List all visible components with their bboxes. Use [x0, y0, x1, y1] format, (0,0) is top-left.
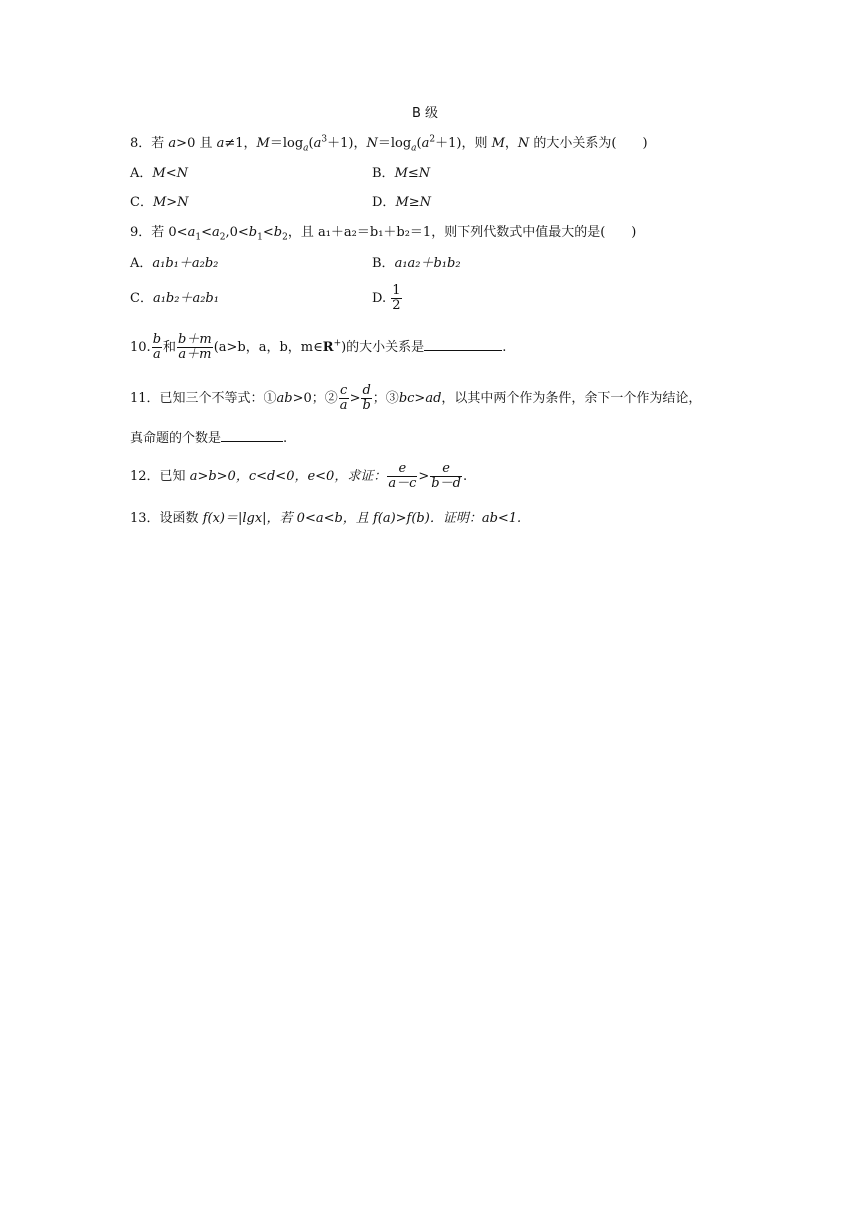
question-10: 10. $\frac{b}{a}$ 和 $\frac{b+m}{a+m}$ (a>b，a，b，m∈R+)的大小关系是 . [130, 332, 507, 362]
q9-option-d[interactable]: D. $\frac{1}{2}$ [372, 283, 401, 313]
fraction: $\frac{e}{b-d}$ [431, 461, 461, 491]
question-9: 9．若 $0<a_1<a_2,0<b_1<b_2$，且 a₁＋a₂＝b₁＋b₂＝1，则下列代数式中值最大的是( ) [130, 225, 637, 243]
answer-blank[interactable] [221, 430, 283, 442]
q8-option-d[interactable]: D．M≥N [372, 195, 432, 210]
fraction: $\frac{1}{2}$ [392, 283, 401, 313]
question-8: 8．若 a>0 且 a≠1，$M=\log_a(a^3+1)$，$N=\log_a(a^2+1)$，则 M，N 的大小关系为( ) [130, 134, 648, 154]
fraction: $\frac{d}{b}$ [362, 383, 371, 413]
q8-option-a[interactable]: A．M<N [130, 166, 188, 181]
section-title: B 级 [412, 106, 439, 121]
answer-blank[interactable] [424, 339, 502, 351]
q8-option-b[interactable]: B．M≤N [372, 166, 431, 181]
fraction: $\frac{b+m}{a+m}$ [178, 332, 212, 362]
q8-option-c[interactable]: C．M>N [130, 195, 189, 210]
q9-option-b[interactable]: B．a₁a₂＋b₁b₂ [372, 256, 461, 271]
question-11-line2: 真命题的个数是 . [130, 431, 288, 446]
q9-option-c[interactable]: C．a₁b₂＋a₂b₁ [130, 291, 219, 306]
fraction: $\frac{e}{a-c}$ [388, 461, 417, 491]
q9-option-a[interactable]: A．a₁b₁＋a₂b₂ [130, 256, 219, 271]
question-11: 11．已知三个不等式：①ab>0；② $\frac{c}{a}$ > $\frac{d}{b}$ ；③bc>ad，以其中两个作为条件，余下一个作为结论， [130, 383, 702, 413]
question-12: 12．已知 a>b>0，c<d<0，e<0，求证： $\frac{e}{a-c}$ > $\frac{e}{b-d}$ . [130, 461, 468, 491]
question-13: 13．设函数 f(x)＝|lgx|，若 0<a<b，且 f(a)>f(b)．证明：ab<1. [130, 511, 522, 526]
fraction: $\frac{b}{a}$ [152, 332, 162, 362]
fraction: $\frac{c}{a}$ [339, 383, 348, 413]
